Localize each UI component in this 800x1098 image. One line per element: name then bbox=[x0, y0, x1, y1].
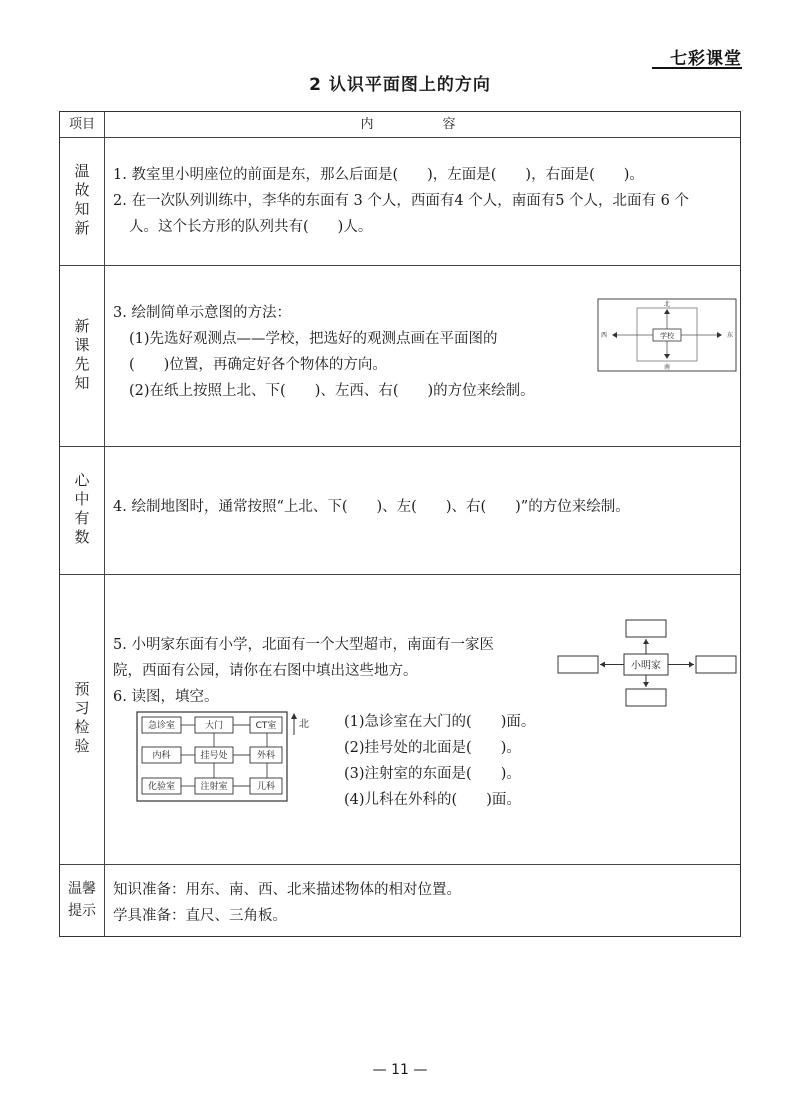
blank-box-west bbox=[558, 656, 598, 673]
map-cell: 化验室 bbox=[147, 782, 176, 792]
question-3-line3: (2)在纸上按照上北、下( )、左西、右( )的方位来绘制。 bbox=[129, 383, 535, 399]
page-title: 2 认识平面图上的方向 bbox=[309, 75, 491, 95]
brand-underline bbox=[652, 67, 742, 69]
header-content: 内 容 bbox=[360, 117, 484, 132]
question-6-item: (3)注射室的东面是( )。 bbox=[344, 766, 521, 782]
brand-logo: 七彩课堂 bbox=[670, 49, 742, 69]
row-label-mind: 心中有数 bbox=[72, 472, 91, 548]
question-2-line2: 人。这个长方形的队列共有( )人。 bbox=[129, 219, 373, 235]
question-3-line2: ( )位置，再确定好各个物体的方向。 bbox=[129, 357, 387, 373]
row-divider bbox=[60, 574, 740, 575]
map-cell: CT室 bbox=[255, 721, 277, 731]
blank-box-east bbox=[696, 656, 736, 673]
map-cell: 挂号处 bbox=[200, 751, 228, 761]
row-label-review: 温故知新 bbox=[72, 163, 91, 239]
hospital-map bbox=[136, 711, 322, 802]
diagram-center-label: 学校 bbox=[660, 332, 674, 340]
column-divider bbox=[104, 112, 105, 936]
direction-diagram bbox=[597, 298, 737, 372]
question-2-line1: 2. 在一次队列训练中，李华的东面有 3 个人，西面有4 个人，南面有5 个人，北面有 6 个 bbox=[113, 193, 689, 209]
question-4: 4. 绘制地图时，通常按照“上北、下( )、左( )、右( )”的方位来绘制。 bbox=[113, 499, 630, 515]
map-north-label: 北 bbox=[299, 719, 309, 730]
map-cell: 外科 bbox=[256, 751, 276, 761]
tips-line1: 知识准备：用东、南、西、北来描述物体的相对位置。 bbox=[113, 882, 461, 898]
row-divider bbox=[60, 446, 740, 447]
diagram-south-label: 南 bbox=[663, 364, 671, 371]
question-6-item: (4)儿科在外科的( )面。 bbox=[344, 792, 521, 808]
tips-line2: 学具准备：直尺、三角板。 bbox=[113, 908, 287, 924]
xiaoming-home-label: 小明家 bbox=[631, 660, 661, 672]
diagram-east-label: 东 bbox=[726, 332, 734, 339]
diagram-north-label: 北 bbox=[663, 301, 671, 308]
blank-box-south bbox=[626, 689, 666, 706]
row-label-check: 预习检验 bbox=[72, 681, 91, 757]
question-1: 1. 教室里小明座位的前面是东，那么后面是( )，左面是( )，右面是( )。 bbox=[113, 167, 644, 183]
row-divider bbox=[60, 137, 740, 138]
question-3-line1: (1)先选好观测点——学校，把选好的观测点画在平面图的 bbox=[129, 331, 498, 347]
question-3-title: 3. 绘制简单示意图的方法： bbox=[113, 305, 291, 321]
header-item: 项目 bbox=[68, 117, 95, 132]
worksheet-table bbox=[59, 111, 741, 937]
map-cell: 内科 bbox=[152, 751, 171, 761]
row-divider bbox=[60, 265, 740, 266]
question-5-line2: 院，西面有公园，请你在右图中填出这些地方。 bbox=[113, 663, 418, 679]
blank-box-north bbox=[626, 620, 666, 637]
question-6-item: (1)急诊室在大门的( )面。 bbox=[344, 714, 536, 730]
diagram-west-label: 西 bbox=[600, 332, 608, 339]
row-label-tips: 温馨提示 bbox=[68, 881, 96, 919]
question-6-title: 6. 读图，填空。 bbox=[113, 689, 219, 705]
map-cell: 大门 bbox=[204, 721, 224, 731]
row-divider bbox=[60, 864, 740, 865]
xiaoming-home-diagram bbox=[556, 618, 738, 710]
question-5-line1: 5. 小明家东面有小学，北面有一个大型超市，南面有一家医 bbox=[113, 637, 494, 653]
map-cell: 急诊室 bbox=[147, 721, 176, 731]
question-6-item: (2)挂号处的北面是( )。 bbox=[344, 740, 521, 756]
page-number: — 11 — bbox=[372, 1062, 428, 1078]
map-cell: 儿科 bbox=[256, 782, 276, 792]
row-label-preview: 新课先知 bbox=[72, 317, 91, 394]
map-cell: 注射室 bbox=[200, 782, 228, 792]
